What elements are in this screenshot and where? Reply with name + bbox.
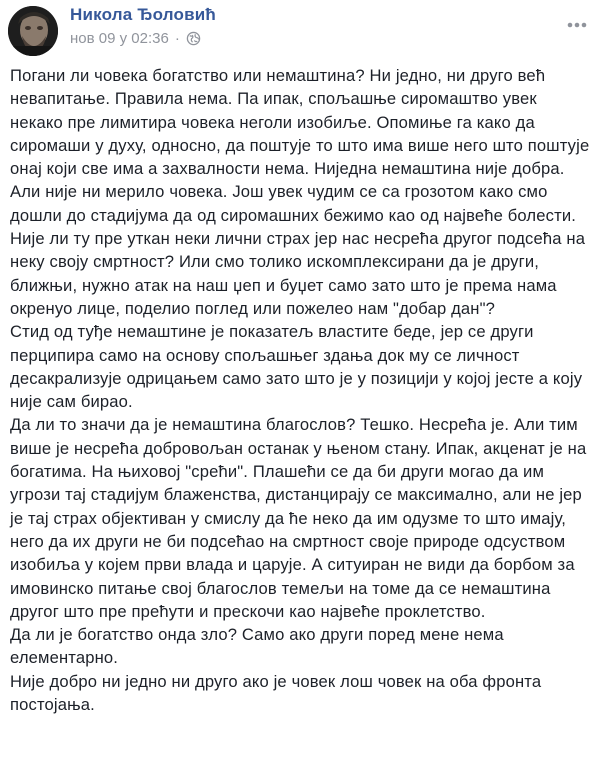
- meta-separator: ·: [174, 30, 180, 47]
- post-paragraph: Да ли то значи да је немаштина благослов? Тешко. Несрећа је. Али тим више је несрећа добровољан останак у њеном стану. Ипак, акценат је на богатима. На њиховој "срећи". Плашећи се да би други могао да им угрози тај стадијум блаженства, дистанцирају се максимално, али не јер је тај страх објективан у смислу да ће неко да им одузме то што имају, него да их други не би подсећао на смртност своје природе одсуством изобиља у којем први влада и царује. А ситуиран не види да борбом за имовинско питање свој благослов темељи на томе да се немаштина другог што пре прећути и прескочи као највеће проклетство.: [10, 415, 587, 621]
- post-body: [10, 64, 594, 716]
- post-meta: [70, 30, 201, 47]
- author-name[interactable]: Никола Ђоловић: [70, 5, 217, 24]
- more-options-icon[interactable]: [566, 14, 588, 36]
- avatar[interactable]: [8, 6, 58, 56]
- globe-icon[interactable]: [186, 31, 201, 46]
- post-paragraph: Стид од туђе немаштине је показатељ властите беде, јер се други перципира само на основу спољашњег здања док му се личност десакрализује одрицањем само зато што је у позицији у којој јесте а коју није сам бирао.: [10, 322, 583, 412]
- post-timestamp[interactable]: нов 09 у 02:36: [70, 30, 169, 47]
- avatar-photo-icon: [8, 6, 58, 56]
- post-paragraph: Није добро ни једно ни друго ако је човек лош човек на оба фронта постојања.: [10, 671, 542, 715]
- post-header: [0, 0, 600, 60]
- post-paragraph: Да ли је богатство онда зло? Само ако други поред мене нема елементарно.: [10, 625, 504, 668]
- post-paragraph: Погани ли човека богатство или немаштина? Ни једно, ни друго већ невапитање. Правила нема. Па ипак, спољашње сиромаштво увек некако пре лимитира човека неголи изобиље. Опомиње га како да сиромаши у духу, односно, да поштује то што има више него што поштује онај који све има а захвалности нема. Ниједна немаштина није добра. Али није ни мерило човека. Још увек чудим се са грозотом како смо дошли до стадијума да од сиромашних бежимо као од највеће болести. Није ли ту пре уткан неки лични страх јер нас несрећа другог подсећа на неку своју смртност? Или смо толико искомплексирани да је други, ближњи, нужно атак на наш џеп и буџет само зато што је према нама окренуо лице, поделио поглед или пожелео нам "добар дан"?: [10, 66, 590, 318]
